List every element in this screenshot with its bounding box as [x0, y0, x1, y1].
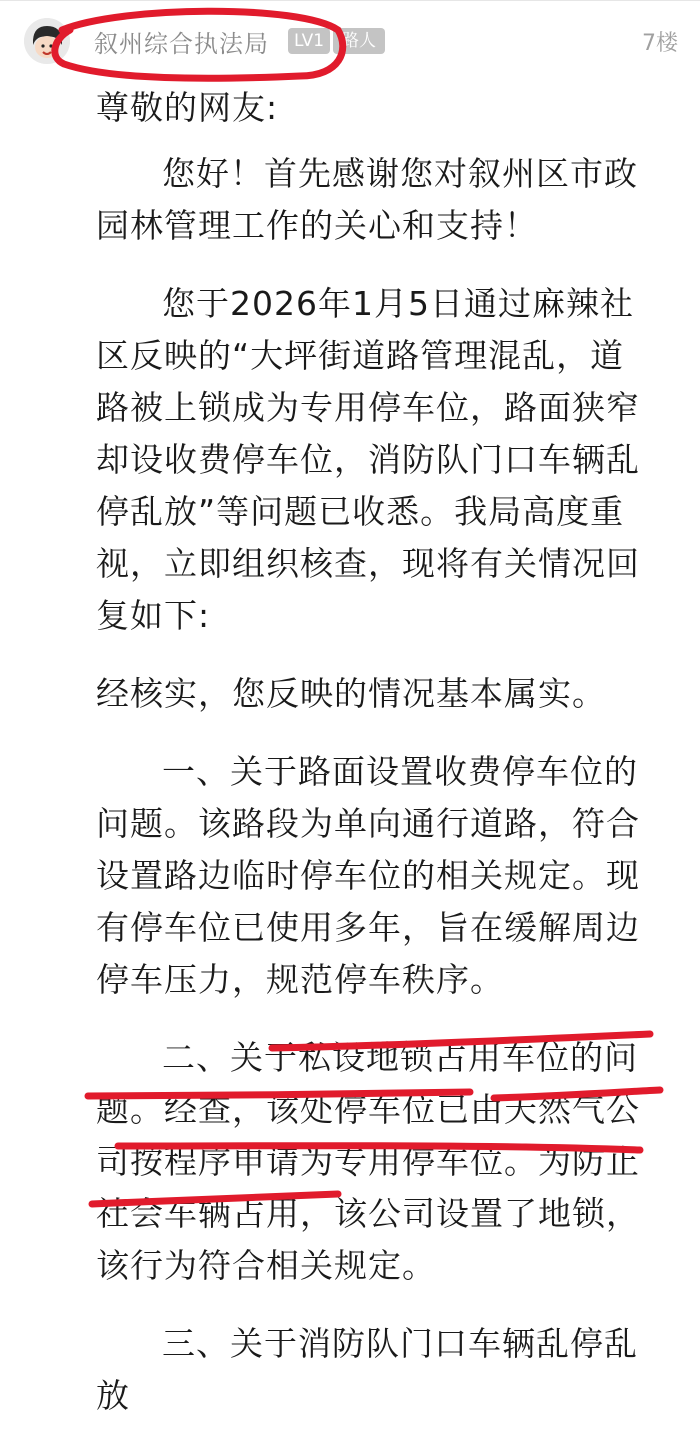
floor-number: 7楼: [642, 31, 678, 56]
greeting: 尊敬的网友:: [96, 88, 279, 127]
username[interactable]: 叙州综合执法局: [94, 30, 269, 58]
paragraph-verification: 经核实，您反映的情况基本属实。: [96, 674, 606, 713]
paragraph-thanks: 您好！首先感谢您对叙州区市政园林管理工作的关心和支持！: [96, 154, 638, 245]
paragraph-fee-parking: 一、关于路面设置收费停车位的问题。该路段为单向通行道路，符合设置路边临时停车位的相关规定。现有停车位已使用多年，旨在缓解周边停车压力，规范停车秩序。: [96, 752, 640, 999]
cartoon-avatar-icon: [24, 18, 70, 64]
level-badge: LV1: [288, 28, 330, 54]
user-avatar[interactable]: [24, 18, 70, 64]
paragraph-fire-station: 三、关于消防队门口车辆乱停乱放: [96, 1324, 638, 1415]
paragraph-ground-lock: 二、关于私设地锁占用车位的问题。经查，该处停车位已由天然气公司按程序申请为专用停车位。为防止社会车辆占用，该公司设置了地锁，该行为符合相关规定。: [96, 1038, 640, 1285]
role-badge: 路人: [333, 28, 385, 54]
post-content: [96, 82, 658, 1448]
paragraph-issue-summary: 您于2026年1月5日通过麻辣社区反映的“大坪街道路管理混乱，道路被上锁成为专用停车位，路面狭窄却设收费停车位，消防队门口车辆乱停乱放”等问题已收悉。我局高度重视，立即组织核查，现将有关情况回复如下:: [96, 284, 640, 635]
top-divider: [0, 0, 700, 1]
